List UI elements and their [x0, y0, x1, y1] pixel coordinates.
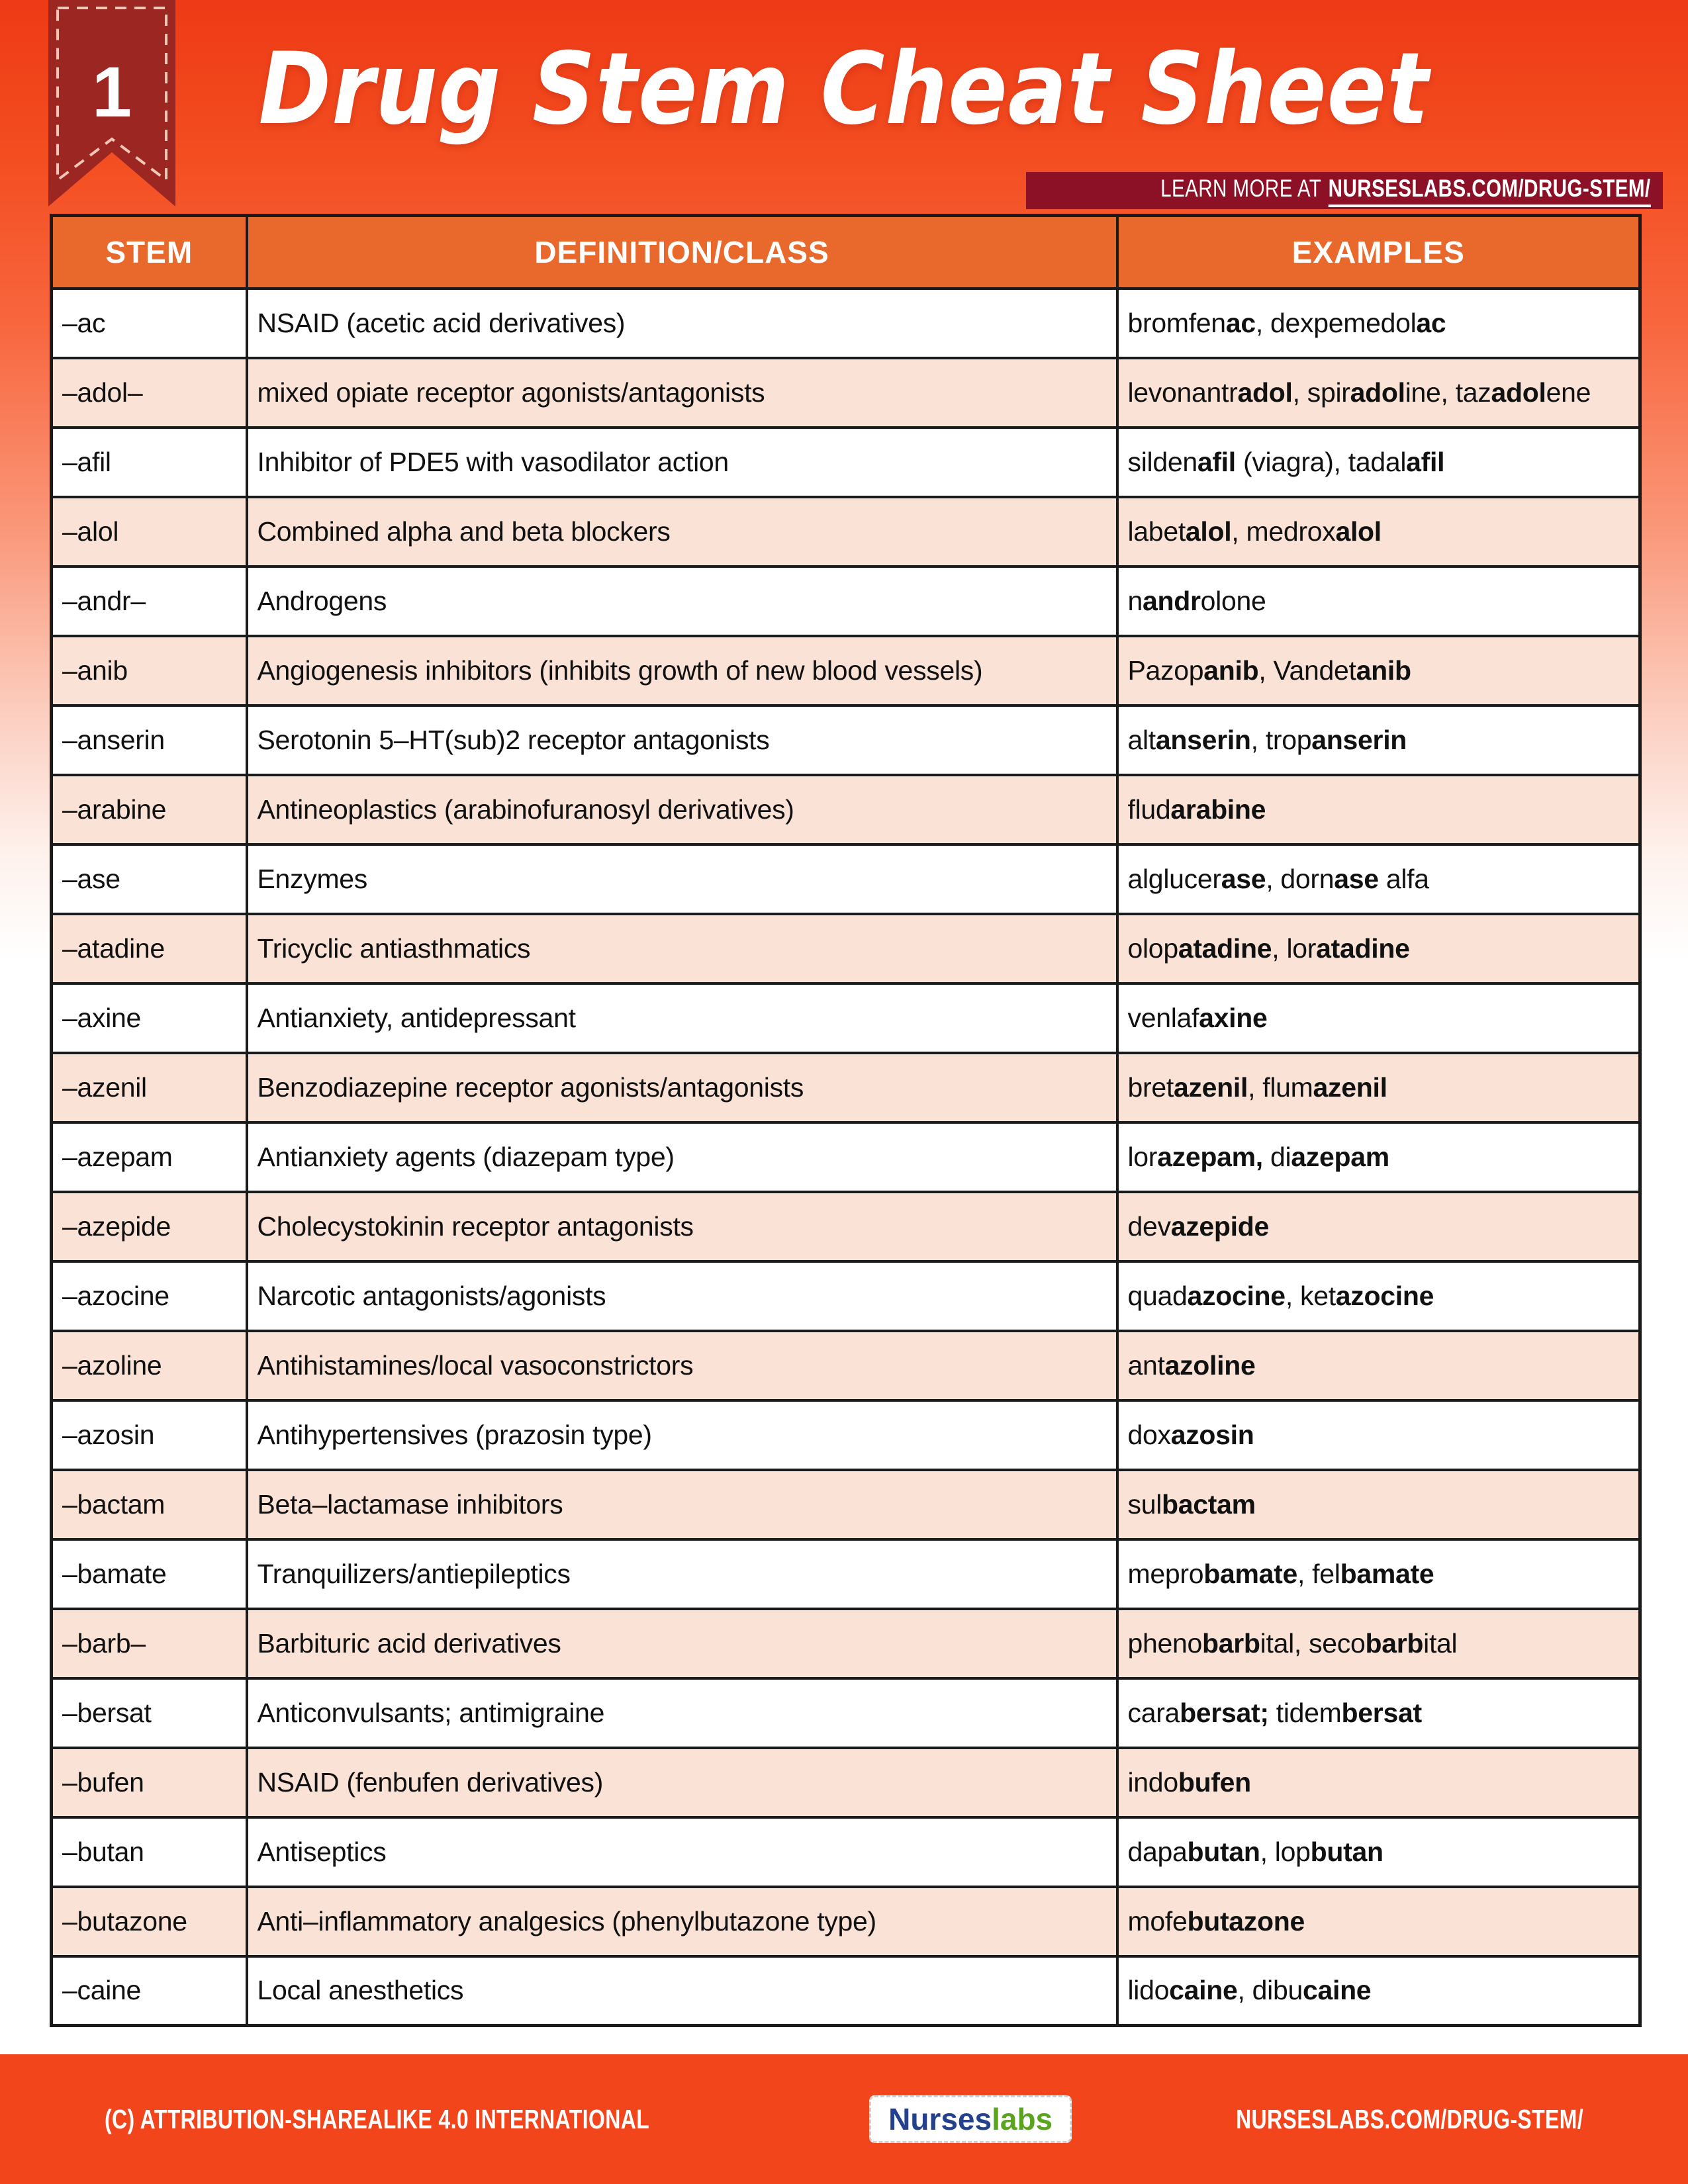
definition-cell: Antianxiety, antidepressant [247, 983, 1117, 1053]
examples-cell: bretazenil, flumazenil [1117, 1053, 1640, 1122]
learn-more-prefix: LEARN MORE AT [1160, 174, 1322, 202]
drug-stem-table [50, 214, 1642, 2027]
stem-cell: –bersat [52, 1678, 247, 1748]
column-header-stem: STEM [52, 216, 247, 289]
definition-cell: Anti–inflammatory analgesics (phenylbutazone type) [247, 1887, 1117, 1956]
examples-cell: doxazosin [1117, 1400, 1640, 1470]
table-row [52, 289, 1640, 358]
examples-cell: nandrolone [1117, 567, 1640, 636]
table-row [52, 775, 1640, 844]
examples-cell: devazepide [1117, 1192, 1640, 1261]
stem-cell: –alol [52, 497, 247, 567]
definition-cell: Beta–lactamase inhibitors [247, 1470, 1117, 1539]
table-row [52, 636, 1640, 705]
logo-text-labs: labs [992, 2102, 1053, 2136]
table-row [52, 1956, 1640, 2026]
table-row [52, 1122, 1640, 1192]
definition-cell: Antianxiety agents (diazepam type) [247, 1122, 1117, 1192]
examples-cell: mofebutazone [1117, 1887, 1640, 1956]
examples-cell: olopatadine, loratadine [1117, 914, 1640, 983]
definition-cell: Antineoplastics (arabinofuranosyl derivatives) [247, 775, 1117, 844]
column-header-definition: DEFINITION/CLASS [247, 216, 1117, 289]
table-row [52, 1748, 1640, 1817]
footer [0, 2054, 1688, 2184]
stem-cell: –andr– [52, 567, 247, 636]
table-row [52, 914, 1640, 983]
license-text: (C) ATTRIBUTION-SHAREALIKE 4.0 INTERNATIONAL [105, 2103, 650, 2134]
page-number: 1 [91, 51, 132, 132]
definition-cell: Androgens [247, 567, 1117, 636]
definition-cell: Cholecystokinin receptor antagonists [247, 1192, 1117, 1261]
definition-cell: NSAID (fenbufen derivatives) [247, 1748, 1117, 1817]
table-row [52, 705, 1640, 775]
definition-cell: Antihistamines/local vasoconstrictors [247, 1331, 1117, 1400]
examples-cell: alglucerase, dornase alfa [1117, 844, 1640, 914]
table-row [52, 1609, 1640, 1678]
stem-cell: –bactam [52, 1470, 247, 1539]
definition-cell: Enzymes [247, 844, 1117, 914]
stem-cell: –axine [52, 983, 247, 1053]
definition-cell: Benzodiazepine receptor agonists/antagonists [247, 1053, 1117, 1122]
examples-cell: meprobamate, felbamate [1117, 1539, 1640, 1609]
stem-cell: –adol– [52, 358, 247, 428]
learn-more-banner [1026, 172, 1663, 209]
examples-cell: venlafaxine [1117, 983, 1640, 1053]
table-row [52, 1817, 1640, 1887]
header [0, 32, 1688, 147]
stem-cell: –azenil [52, 1053, 247, 1122]
examples-cell: labetalol, medroxalol [1117, 497, 1640, 567]
definition-cell: Antiseptics [247, 1817, 1117, 1887]
table-row [52, 497, 1640, 567]
definition-cell: Antihypertensives (prazosin type) [247, 1400, 1117, 1470]
examples-cell: quadazocine, ketazocine [1117, 1261, 1640, 1331]
logo-text-nurses: Nurses [888, 2102, 992, 2136]
stem-cell: –anserin [52, 705, 247, 775]
stem-cell: –arabine [52, 775, 247, 844]
footer-url-link[interactable]: NURSESLABS.COM/DRUG-STEM/ [1235, 2103, 1583, 2134]
stem-cell: –afil [52, 428, 247, 497]
table-row [52, 1887, 1640, 1956]
examples-cell: sulbactam [1117, 1470, 1640, 1539]
definition-cell: Angiogenesis inhibitors (inhibits growth of new blood vessels) [247, 636, 1117, 705]
examples-cell: Pazopanib, Vandetanib [1117, 636, 1640, 705]
table-row [52, 1331, 1640, 1400]
stem-cell: –ase [52, 844, 247, 914]
examples-cell: phenobarbital, secobarbital [1117, 1609, 1640, 1678]
examples-cell: altanserin, tropanserin [1117, 705, 1640, 775]
stem-cell: –azosin [52, 1400, 247, 1470]
stem-cell: –bufen [52, 1748, 247, 1817]
examples-cell: sildenafil (viagra), tadalafil [1117, 428, 1640, 497]
stem-cell: –anib [52, 636, 247, 705]
definition-cell: Anticonvulsants; antimigraine [247, 1678, 1117, 1748]
definition-cell: Inhibitor of PDE5 with vasodilator action [247, 428, 1117, 497]
table-row [52, 1678, 1640, 1748]
stem-cell: –azepide [52, 1192, 247, 1261]
table-row [52, 1261, 1640, 1331]
stem-cell: –ac [52, 289, 247, 358]
definition-cell: Narcotic antagonists/agonists [247, 1261, 1117, 1331]
page-title: Drug Stem Cheat Sheet [258, 32, 1430, 147]
stem-cell: –butazone [52, 1887, 247, 1956]
examples-cell: fludarabine [1117, 775, 1640, 844]
examples-cell: bromfenac, dexpemedolac [1117, 289, 1640, 358]
examples-cell: lorazepam, diazepam [1117, 1122, 1640, 1192]
table-row [52, 358, 1640, 428]
table-row [52, 1053, 1640, 1122]
table-row [52, 1400, 1640, 1470]
examples-cell: lidocaine, dibucaine [1117, 1956, 1640, 2026]
table-row [52, 567, 1640, 636]
table-row [52, 428, 1640, 497]
definition-cell: Serotonin 5–HT(sub)2 receptor antagonists [247, 705, 1117, 775]
examples-cell: indobufen [1117, 1748, 1640, 1817]
learn-more-link[interactable]: NURSESLABS.COM/DRUG-STEM/ [1329, 175, 1651, 207]
table-row [52, 983, 1640, 1053]
stem-cell: –azoline [52, 1331, 247, 1400]
nurseslabs-logo [869, 2095, 1072, 2143]
examples-cell: levonantradol, spiradoline, tazadolene [1117, 358, 1640, 428]
table-row [52, 1192, 1640, 1261]
column-header-examples: EXAMPLES [1117, 216, 1640, 289]
table-row [52, 844, 1640, 914]
examples-cell: dapabutan, lopbutan [1117, 1817, 1640, 1887]
examples-cell: carabersat; tidembersat [1117, 1678, 1640, 1748]
stem-cell: –caine [52, 1956, 247, 2026]
stem-cell: –azepam [52, 1122, 247, 1192]
table-header-row [52, 216, 1640, 289]
stem-cell: –bamate [52, 1539, 247, 1609]
stem-cell: –atadine [52, 914, 247, 983]
definition-cell: Barbituric acid derivatives [247, 1609, 1117, 1678]
definition-cell: NSAID (acetic acid derivatives) [247, 289, 1117, 358]
stem-cell: –butan [52, 1817, 247, 1887]
table-row [52, 1470, 1640, 1539]
definition-cell: Combined alpha and beta blockers [247, 497, 1117, 567]
stem-cell: –azocine [52, 1261, 247, 1331]
table-row [52, 1539, 1640, 1609]
definition-cell: Tranquilizers/antiepileptics [247, 1539, 1117, 1609]
examples-cell: antazoline [1117, 1331, 1640, 1400]
definition-cell: Tricyclic antiasthmatics [247, 914, 1117, 983]
stem-cell: –barb– [52, 1609, 247, 1678]
definition-cell: Local anesthetics [247, 1956, 1117, 2026]
definition-cell: mixed opiate receptor agonists/antagonists [247, 358, 1117, 428]
